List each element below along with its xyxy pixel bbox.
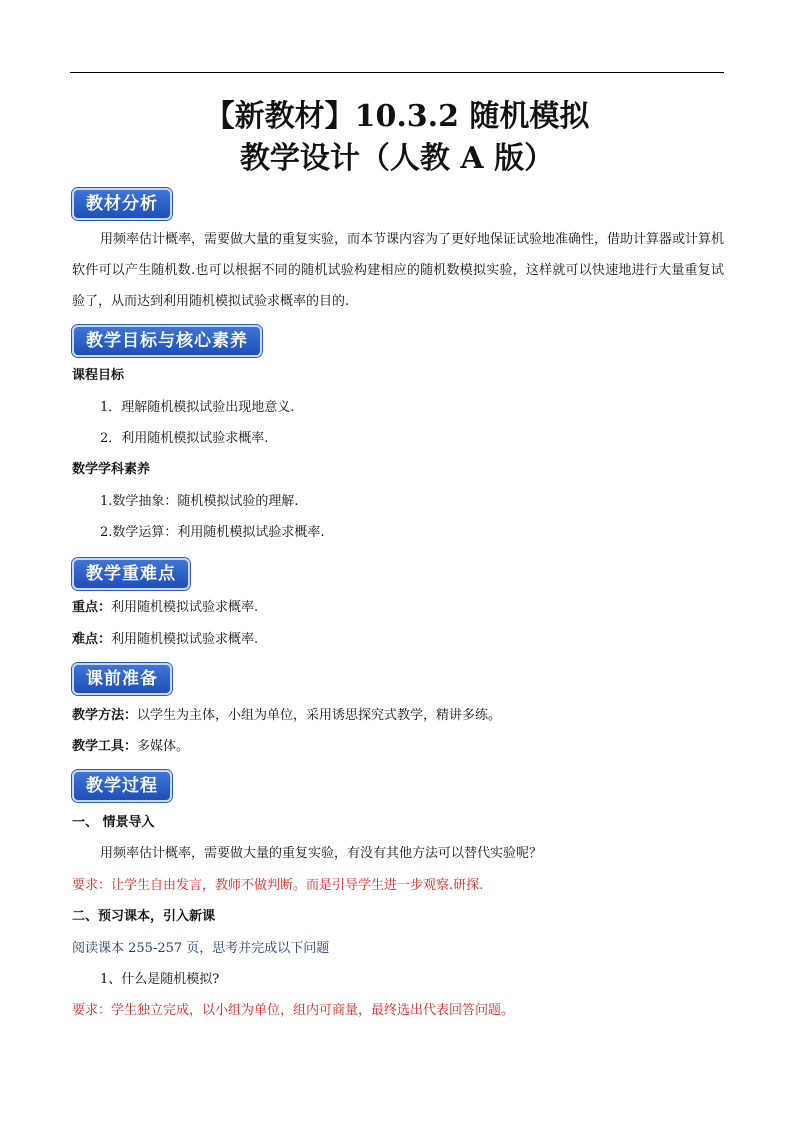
teaching-method-line (72, 706, 501, 726)
teaching-tool-text: 多媒体。 (137, 739, 190, 754)
key-point-line (72, 598, 258, 618)
analysis-paragraph: 用频率估计概率，需要做大量的重复实验，而本节课内容为了更好地保证试验地准确性，借助计算器或计算机软件可以产生随机数.也可以根据不同的随机试验构建相应的随机数模拟实验，这样就可以快速地进行大量重复试验了，从而达到利用随机模拟试验求概率的目的. (72, 232, 725, 309)
course-goal-item: 1．理解随机模拟试验出现地意义. (100, 400, 295, 415)
step-2-requirement: 要求：学生独立完成，以小组为单位，组内可商量，最终选出代表回答问题。 (72, 1003, 515, 1018)
document-subtitle: 教学设计（人教 A 版） (239, 141, 555, 176)
step-1-requirement: 要求：让学生自由发言，教师不做判断。而是引导学生进一步观察.研探. (72, 878, 484, 893)
step-1-text: 用频率估计概率，需要做大量的重复实验，有没有其他方法可以替代实验呢？ (100, 846, 543, 861)
difficult-point-label: 难点： (72, 632, 112, 647)
header-rule (70, 72, 724, 73)
literacy-item: 2.数学运算：利用随机模拟试验求概率. (100, 525, 325, 540)
step-2-reading-instruction: 阅读课本 255-257 页，思考并完成以下问题 (72, 941, 330, 956)
difficult-point-line (72, 630, 258, 650)
key-point-text: 利用随机模拟试验求概率. (111, 600, 259, 615)
step-1-heading: 一、 情景导入 (72, 815, 155, 830)
section-badge-keypoints: 教学重难点 (72, 558, 190, 590)
document-title: 【新教材】10.3.2 随机模拟 (204, 99, 590, 134)
section-badge-analysis: 教材分析 (72, 188, 172, 220)
course-goal-item: 2．利用随机模拟试验求概率. (100, 431, 269, 446)
section-badge-prep: 课前准备 (72, 663, 172, 695)
difficult-point-text: 利用随机模拟试验求概率. (111, 632, 259, 647)
teaching-tool-label: 教学工具： (72, 739, 138, 754)
section-badge-process: 教学过程 (72, 770, 172, 802)
literacy-heading: 数学学科素养 (72, 462, 151, 477)
teaching-method-label: 教学方法： (72, 708, 138, 723)
teaching-method-text: 以学生为主体，小组为单位，采用诱思探究式教学，精讲多练。 (137, 708, 502, 723)
literacy-item: 1.数学抽象：随机模拟试验的理解. (100, 494, 299, 509)
teaching-tool-line (72, 737, 189, 757)
section-badge-goals: 教学目标与核心素养 (72, 325, 262, 357)
key-point-label: 重点： (72, 600, 112, 615)
step-2-question: 1、什么是随机模拟? (100, 972, 220, 987)
step-2-heading: 二、预习课本，引入新课 (72, 909, 216, 924)
course-goals-heading: 课程目标 (72, 368, 125, 383)
